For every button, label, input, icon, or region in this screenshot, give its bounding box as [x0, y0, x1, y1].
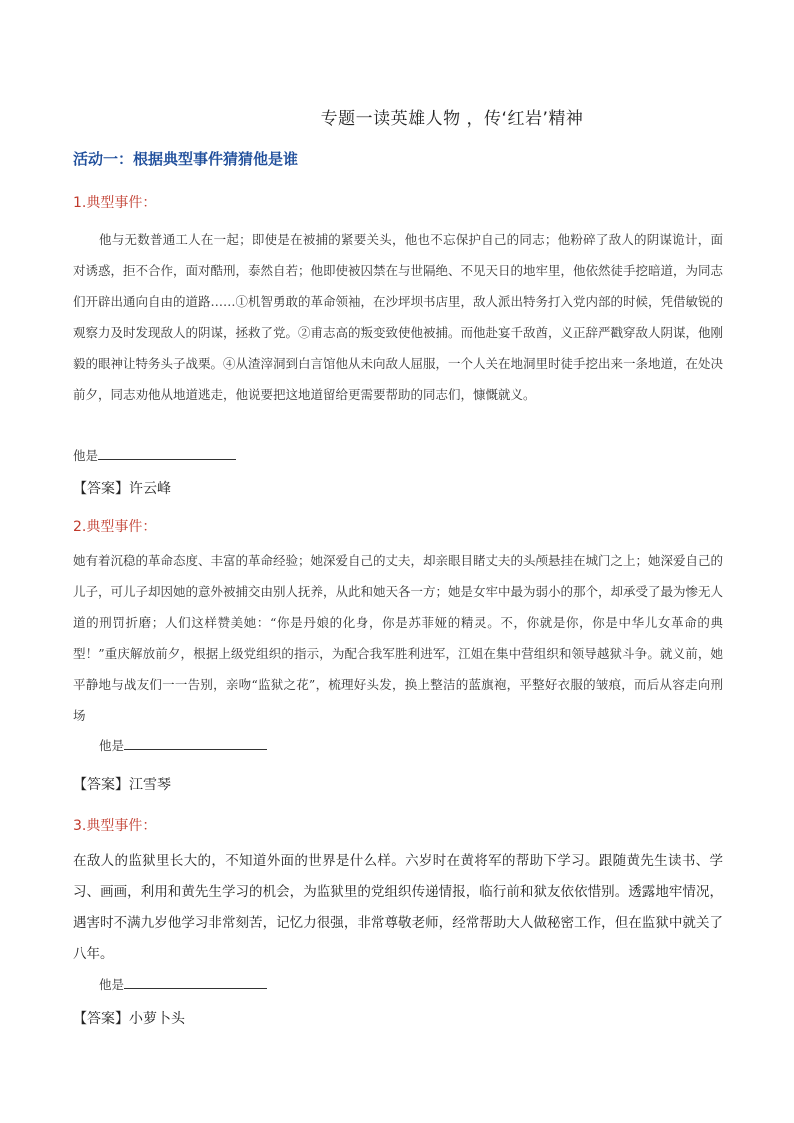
answer-underline: [124, 737, 267, 750]
blank-label: 他是: [99, 738, 125, 753]
document-title: 专题一读英雄人物 ，传‘红岩’精神: [320, 109, 584, 129]
section-1-text: 他与无数普通工人在一起；即使是在被捕的紧要关头，他也不忘保护自己的同志；他粉碎了敌人的阴谋诡计，面对诱惑，拒不合作，面对酷刑，泰然自若；他即使被囚禁在与世隔绝、不见天日的地牢里，他依然徒手挖暗道，为同志们开辟出通向自由的道路……①机智勇敢的革命领袖，在沙坪坝书店里，敌人派出特务打入党内部的时候，凭借敏锐的观察力及时发现敌人的阴谋，拯救了党。②甫志高的叛变致使他被捕。而他赴宴千敌酋，义正辞严戳穿敌人阴谋，他刚毅的眼神让特务头子战栗。④从渣滓洞到白言馆他从未向敌人屈服，一个人关在地洞里时徒手挖出来一条地道，在处决前夕，同志劝他从地道逃走，他说要把这地道留给更需要帮助的同志们，慷慨就义。: [73, 232, 724, 402]
section-1-blank[interactable]: [73, 446, 236, 464]
answer-text: 许云峰: [129, 481, 171, 497]
answer-tag: 【答案】: [73, 1011, 129, 1027]
answer-underline: [124, 976, 267, 989]
section-2-text: 她有着沉稳的革命态度、丰富的革命经验；她深爱自己的丈夫，却亲眼目睹丈夫的头颅悬挂在城门之上；她深爱自己的儿子，可儿子却因她的意外被捕交由别人抚养，从此和她天各一方；她是女牢中最为弱小的那个，却承受了最为惨无人道的刑罚折磨；人们这样赞美她：“你是丹娘的化身，你是苏菲娅的精灵。不，你就是你，你是中华儿女革命的典型！”重庆解放前夕，根据上级党组织的指示，为配合我军胜利进军，江姐在集中营组织和领导越狱斗争。就义前，她平静地与战友们一一告别，亲吻“监狱之花”，梳理好头发，换上整洁的蓝旗袍，平整好衣服的皱痕，而后从容走向刑场: [73, 553, 724, 723]
answer-tag: 【答案】: [73, 777, 129, 793]
section-2-heading: 2.典型事件：: [73, 519, 157, 535]
section-2-answer: [73, 774, 171, 794]
answer-underline: [98, 447, 236, 460]
section-1-heading: 1.典型事件：: [73, 195, 157, 211]
blank-label: 他是: [99, 977, 125, 992]
section-3-answer: [73, 1008, 185, 1028]
activity-heading: 活动一：根据典型事件猜猜他是谁: [73, 150, 299, 168]
section-3-blank[interactable]: [99, 975, 267, 993]
section-1-answer: [73, 478, 171, 498]
answer-tag: 【答案】: [73, 481, 129, 497]
blank-label: 他是: [73, 448, 99, 463]
section-3-heading: 3.典型事件：: [73, 818, 157, 834]
section-2-blank[interactable]: [99, 736, 267, 754]
section-3-text: 在敌人的监狱里长大的，不知道外面的世界是什么样。六岁时在黄将军的帮助下学习。跟随黄先生读书、学习、画画，利用和黄先生学习的机会，为监狱里的党组织传递情报，临行前和狱友依依惜别。透露地牢情况，遇害时不满九岁他学习非常刻苦，记忆力很强，非常尊敬老师，经常帮助大人做秘密工作，但在监狱中就关了八年。: [73, 853, 723, 962]
answer-text: 江雪琴: [129, 777, 171, 793]
answer-text: 小萝卜头: [129, 1011, 185, 1027]
